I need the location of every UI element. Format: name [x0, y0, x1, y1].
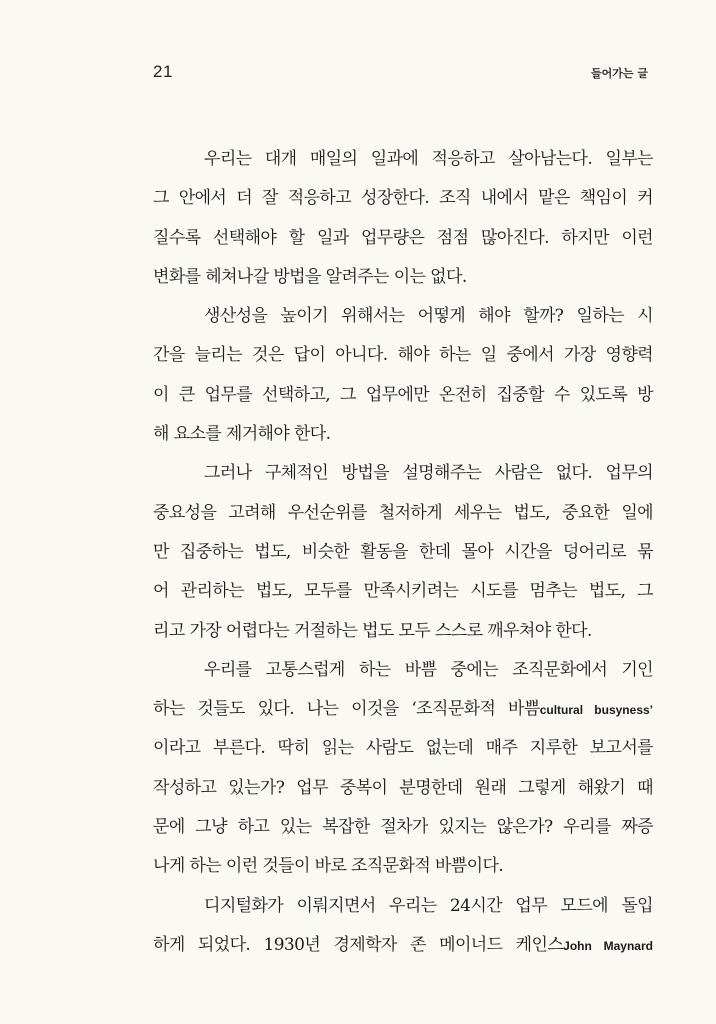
- paragraph-4-line-1: 우리를 고통스럽게 하는 바쁨 중에는 조직문화에서 기인: [204, 659, 653, 680]
- paragraph-4-line-2-text: 하는 것들도 있다. 나는 이것을 ‘조직문화적 바쁨: [153, 699, 540, 720]
- paragraph-4-line-4: 작성하고 있는가? 업무 중복이 분명한데 원래 그렇게 해왔기 때: [153, 777, 653, 798]
- paragraph-2-line-2: 간을 늘리는 것은 답이 아니다. 해야 하는 일 중에서 가장 영향력: [153, 345, 653, 366]
- paragraph-3-line-3: 만 집중하는 법도, 비슷한 활동을 한데 몰아 시간을 덩어리로 묶: [153, 541, 653, 562]
- english-term-john-maynard: John Maynard: [563, 938, 653, 953]
- paragraph-1-line-1: 우리는 대개 매일의 일과에 적응하고 살아남는다. 일부는: [204, 149, 653, 169]
- paragraph-3-line-2: 중요성을 고려해 우선순위를 철저하게 세우는 법도, 중요한 일에: [153, 502, 653, 523]
- paragraph-3-line-4: 어 관리하는 법도, 모두를 만족시키려는 시도를 멈추는 법도, 그: [153, 581, 653, 602]
- paragraph-2-line-4: 해 요소를 제거해야 한다.: [153, 424, 331, 445]
- paragraph-3-line-1: 그러나 구체적인 방법을 설명해주는 사람은 없다. 업무의: [204, 463, 653, 484]
- paragraph-4-line-2: [153, 690, 653, 729]
- paragraph-5-line-1: 디지털화가 이뤄지면서 우리는 24시간 업무 모드에 돌입: [204, 895, 653, 916]
- paragraph-2-line-3: 이 큰 업무를 선택하고, 그 업무에만 온전히 집중할 수 있도록 방: [153, 384, 653, 405]
- paragraph-1-line-3: 질수록 선택해야 할 일과 업무량은 점점 많아진다. 하지만 이런: [153, 227, 653, 248]
- paragraph-1-line-2: 그 안에서 더 잘 적응하고 성장한다. 조직 내에서 맡은 책임이 커: [153, 188, 653, 209]
- paragraph-4-line-5: 문에 그냥 하고 있는 복잡한 절차가 있지는 않은가? 우리를 짜증: [153, 817, 653, 838]
- paragraph-4-line-3: 이라고 부른다. 딱히 읽는 사람도 없는데 매주 지루한 보고서를: [153, 738, 653, 759]
- body-text: [153, 140, 653, 965]
- page-header: [0, 0, 716, 100]
- paragraph-5-line-2: [153, 926, 653, 965]
- page-number: 21: [153, 62, 173, 81]
- paragraph-2-line-1: 생산성을 높이기 위해서는 어떻게 해야 할까? 일하는 시: [204, 306, 653, 327]
- paragraph-5-line-2-text: 하게 되었다. 1930년 경제학자 존 메이너드 케인스: [153, 934, 564, 955]
- paragraph-1-line-4: 변화를 헤쳐나갈 방법을 알려주는 이는 없다.: [153, 266, 467, 287]
- paragraph-4-line-6: 나게 하는 이런 것들이 바로 조직문화적 바쁨이다.: [153, 856, 504, 877]
- paragraph-3-line-5: 리고 가장 어렵다는 거절하는 법도 모두 스스로 깨우쳐야 한다.: [153, 620, 592, 641]
- running-title: 들어가는 글: [591, 67, 648, 80]
- english-term-cultural-busyness: cultural busyness’: [539, 703, 653, 718]
